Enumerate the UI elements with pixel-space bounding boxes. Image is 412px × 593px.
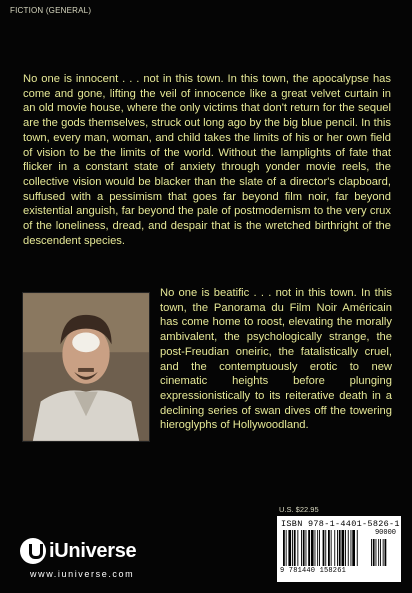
barcode-digits: 9 781440 158261 [280, 567, 347, 575]
barcode-bar [323, 530, 325, 566]
barcode-bar [283, 530, 285, 566]
addon-bar [383, 539, 384, 566]
publisher-name: iUniverse [49, 539, 137, 562]
author-portrait-image [23, 293, 149, 441]
barcode-bar [301, 530, 302, 566]
barcode-bar [311, 530, 314, 566]
addon-bar [385, 539, 387, 566]
addon-bar [380, 539, 381, 566]
price-label: U.S. $22.95 [279, 505, 319, 514]
barcode-bar [286, 530, 287, 566]
barcode-bar [294, 530, 296, 566]
barcode-bar [345, 530, 346, 566]
addon-bar [376, 539, 377, 566]
barcode-bar [325, 530, 326, 566]
iuniverse-logo-icon [20, 538, 46, 564]
barcode-bar [315, 530, 316, 566]
author-photo [22, 292, 150, 442]
barcode-bar [306, 530, 307, 566]
barcode-bar [303, 530, 305, 566]
publisher-logo [20, 538, 136, 564]
barcode-bar [351, 530, 352, 566]
barcode-bar [352, 530, 355, 566]
blurb-paragraph-2: No one is beatific . . . not in this town. In this town, the Panorama du Film Noir Américain has come home to roost, elevating the morally ambivalent, the psychologically strange, the post-Freudian oneiric, the fatalistically cruel, and the contemptuously erotic to new cinematic heights before plunging expressionistically to its reiterative death in a declining series of swan dives off the towering hieroglyphs of Hollywoodland. [160, 287, 392, 432]
barcode-panel [277, 516, 401, 582]
addon-code: 90000 [374, 529, 396, 537]
barcode-bar [308, 530, 310, 566]
barcode-bar [334, 530, 335, 566]
addon-bar [373, 539, 375, 566]
publisher-url: www.iuniverse.com [30, 569, 135, 579]
addon-bar [371, 539, 372, 566]
barcode-bar [339, 530, 341, 566]
barcode-bar [317, 530, 318, 566]
barcode-bar [292, 530, 293, 566]
category-label: FICTION (GENERAL) [10, 6, 92, 15]
barcode-bar [297, 530, 298, 566]
barcode-bar [337, 530, 338, 566]
barcode-bar [357, 530, 358, 566]
addon-bar [378, 539, 379, 566]
barcode-bar [331, 530, 332, 566]
blurb-paragraph-1: No one is innocent . . . not in this town. In this town, the apocalypse has come and gone, lifting the veil of innocence like a great velvet curtain in an old movie house, where the only victims that don't return for the sequel are the gods themselves, struck out long ago by the big blue pencil. In this town, every man, woman, and child takes the limits of his or her own field of vision to be the limits of the world. Without the lamplights of fate that flicker in a constant state of anxiety through yonder movie reels, the collective vision would be blacker than the slate of a director's clapboard, suffused with a pessimism that goes far beyond film noir, far beyond existential anguish, far beyond the pale of postmodernism to the very crux of the loneliness, dread, and despair that is the wretched birthright of the descendent species. [23, 73, 391, 247]
barcode-bar [348, 530, 349, 566]
isbn-text: ISBN 978-1-4401-5826-1 [281, 519, 400, 529]
barcode-bar [288, 530, 291, 566]
barcode-bar [342, 530, 345, 566]
barcode-bar [328, 530, 330, 566]
barcode-bar [319, 530, 320, 566]
